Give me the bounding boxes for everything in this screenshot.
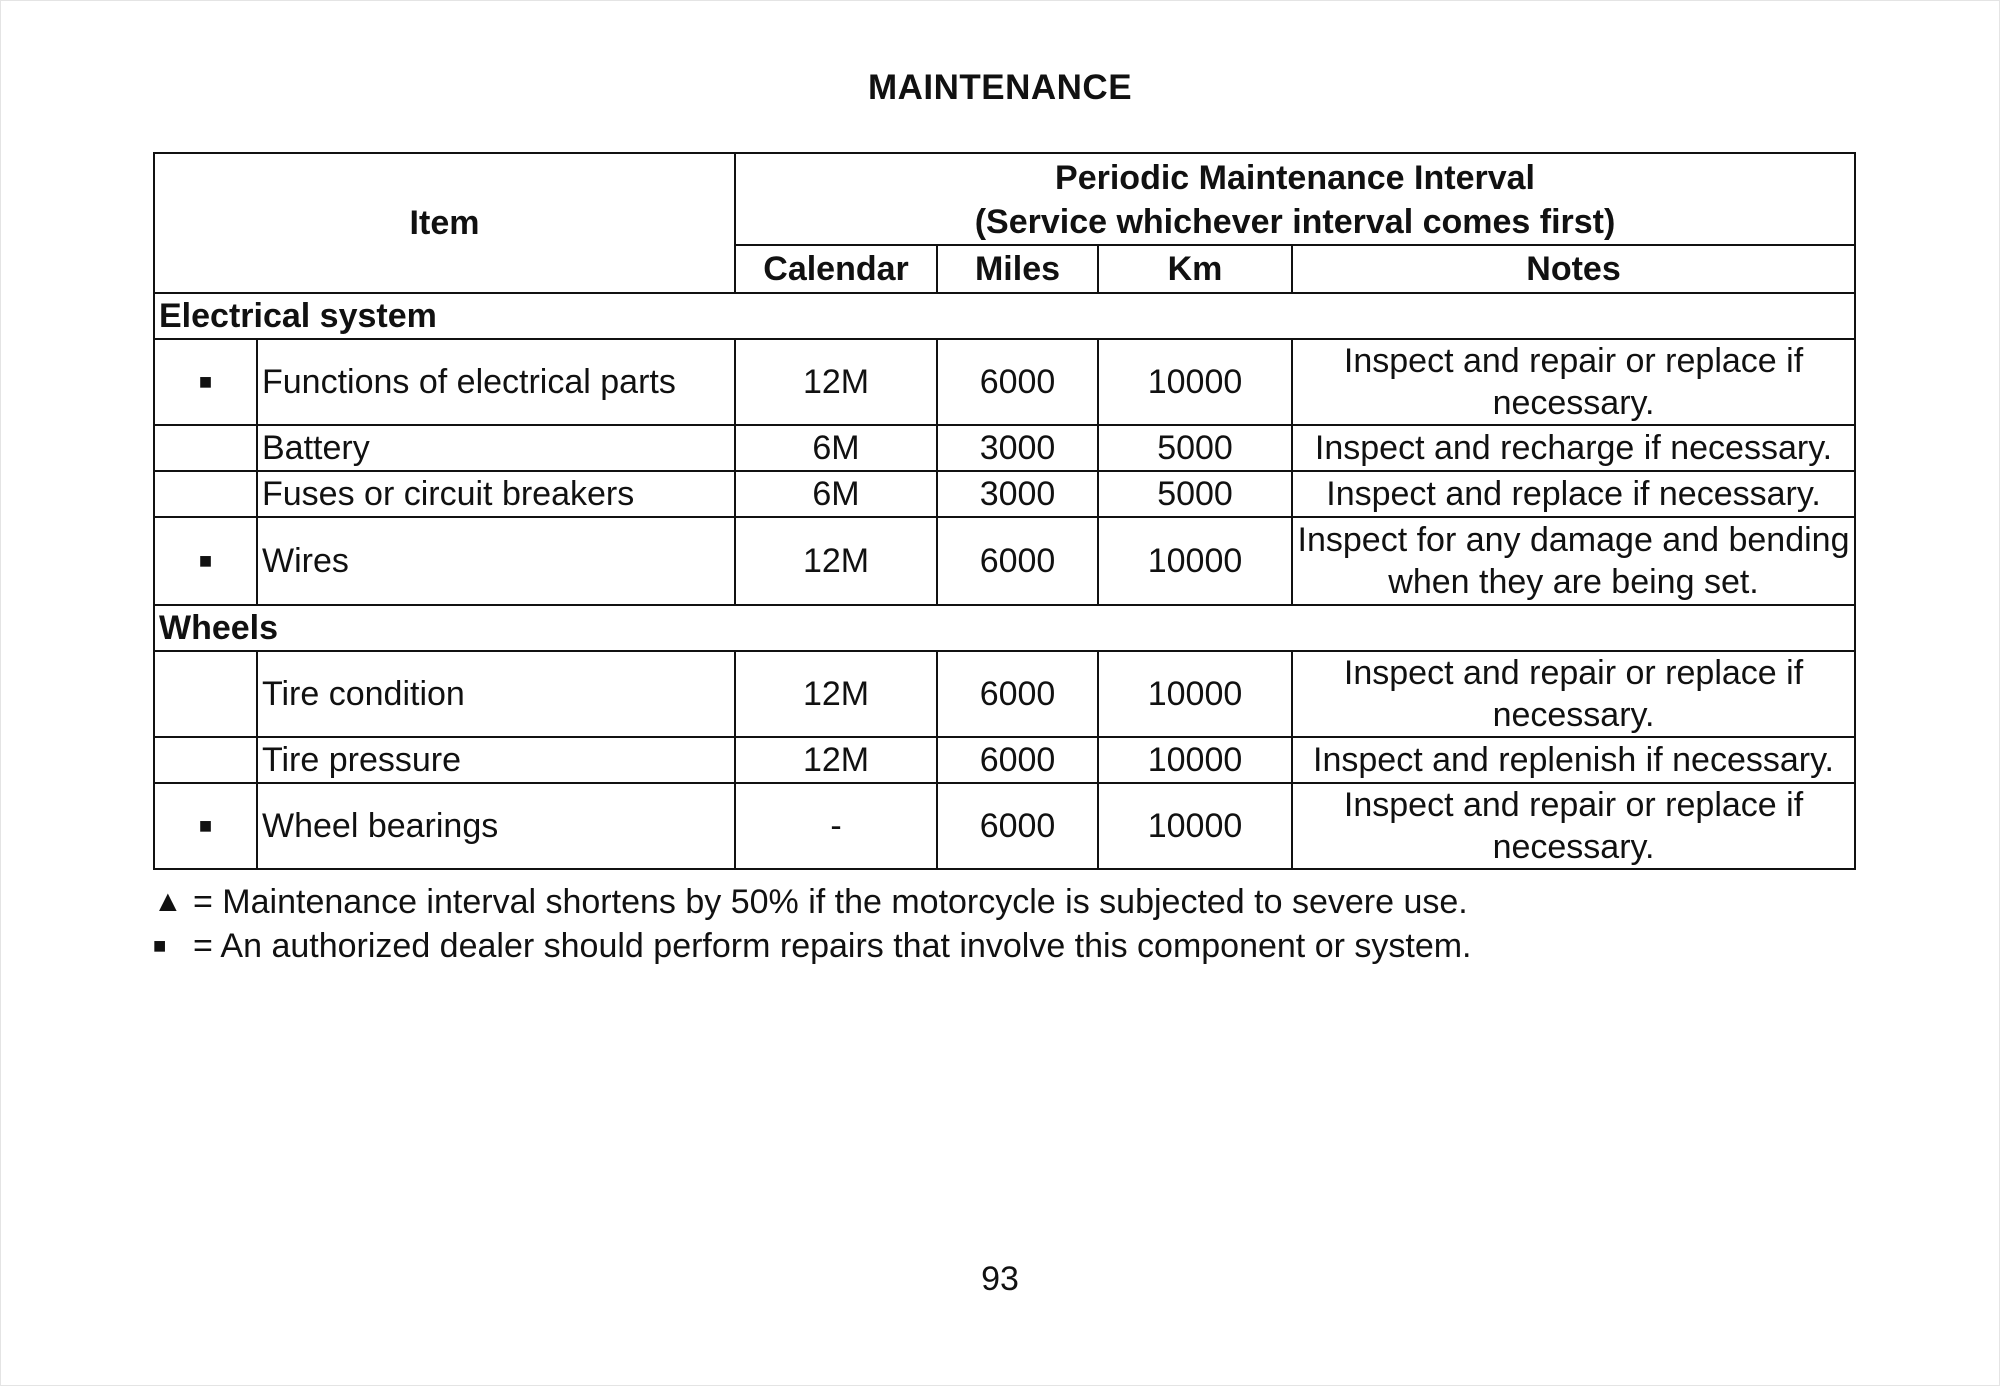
- dealer-square-icon: ■: [154, 339, 257, 425]
- item-cell: Tire condition: [257, 651, 735, 737]
- section-title: Electrical system: [154, 293, 1855, 339]
- notes-cell: Inspect and repair or replace if necessary.: [1292, 783, 1855, 869]
- page-title: MAINTENANCE: [867, 68, 1133, 107]
- item-cell: Battery: [257, 425, 735, 471]
- section-title: Wheels: [154, 605, 1855, 651]
- miles-cell: 6000: [937, 339, 1098, 425]
- dealer-square-icon: ■: [154, 517, 257, 605]
- notes-cell: Inspect and repair or replace if necessary.: [1292, 651, 1855, 737]
- legend-text: = Maintenance interval shortens by 50% if the motorcycle is subjected to severe use.: [193, 883, 1468, 921]
- table-row: [154, 783, 1855, 869]
- km-cell: 5000: [1098, 425, 1292, 471]
- miles-cell: 6000: [937, 783, 1098, 869]
- km-cell: 10000: [1098, 339, 1292, 425]
- notes-cell: Inspect and recharge if necessary.: [1292, 425, 1855, 471]
- mark-cell: [154, 651, 257, 737]
- header-interval: [735, 153, 1855, 245]
- maintenance-table: [153, 152, 1856, 870]
- legend-text: = An authorized dealer should perform repairs that involve this component or system.: [193, 927, 1472, 965]
- header-km: Km: [1098, 245, 1292, 293]
- km-cell: 10000: [1098, 737, 1292, 783]
- table-row: [154, 471, 1855, 517]
- miles-cell: 3000: [937, 425, 1098, 471]
- legend-item: [153, 924, 1472, 968]
- notes-cell: Inspect and replace if necessary.: [1292, 471, 1855, 517]
- header-item: Item: [154, 153, 735, 293]
- table-row: [154, 425, 1855, 471]
- calendar-cell: 12M: [735, 517, 937, 605]
- calendar-cell: 12M: [735, 651, 937, 737]
- miles-cell: 6000: [937, 517, 1098, 605]
- table-row: [154, 737, 1855, 783]
- item-cell: Tire pressure: [257, 737, 735, 783]
- km-cell: 10000: [1098, 783, 1292, 869]
- km-cell: 5000: [1098, 471, 1292, 517]
- dealer-square-icon: ■: [154, 783, 257, 869]
- table-row: [154, 651, 1855, 737]
- item-cell: Functions of electrical parts: [257, 339, 735, 425]
- header-notes: Notes: [1292, 245, 1855, 293]
- calendar-cell: 12M: [735, 339, 937, 425]
- calendar-cell: 12M: [735, 737, 937, 783]
- table-row: [154, 339, 1855, 425]
- calendar-cell: -: [735, 783, 937, 869]
- notes-cell: Inspect for any damage and bending when they are being set.: [1292, 517, 1855, 605]
- mark-cell: [154, 471, 257, 517]
- notes-cell: Inspect and repair or replace if necessary.: [1292, 339, 1855, 425]
- calendar-cell: 6M: [735, 425, 937, 471]
- header-miles: Miles: [937, 245, 1098, 293]
- mark-cell: [154, 425, 257, 471]
- header-interval-subtitle: (Service whichever interval comes first): [974, 203, 1616, 241]
- header-calendar: Calendar: [735, 245, 937, 293]
- section-row: [154, 293, 1855, 339]
- km-cell: 10000: [1098, 651, 1292, 737]
- miles-cell: 6000: [937, 651, 1098, 737]
- triangle-icon: ▲: [153, 885, 183, 918]
- header-interval-title: Periodic Maintenance Interval: [1055, 159, 1535, 197]
- notes-cell: Inspect and replenish if necessary.: [1292, 737, 1855, 783]
- square-icon: ■: [153, 933, 167, 958]
- legend: [153, 880, 1472, 968]
- page-number: 93: [981, 1260, 1019, 1298]
- mark-cell: [154, 737, 257, 783]
- item-cell: Wheel bearings: [257, 783, 735, 869]
- table-row: [154, 517, 1855, 605]
- km-cell: 10000: [1098, 517, 1292, 605]
- legend-item: [153, 880, 1472, 924]
- item-cell: Fuses or circuit breakers: [257, 471, 735, 517]
- calendar-cell: 6M: [735, 471, 937, 517]
- miles-cell: 6000: [937, 737, 1098, 783]
- item-cell: Wires: [257, 517, 735, 605]
- miles-cell: 3000: [937, 471, 1098, 517]
- section-row: [154, 605, 1855, 651]
